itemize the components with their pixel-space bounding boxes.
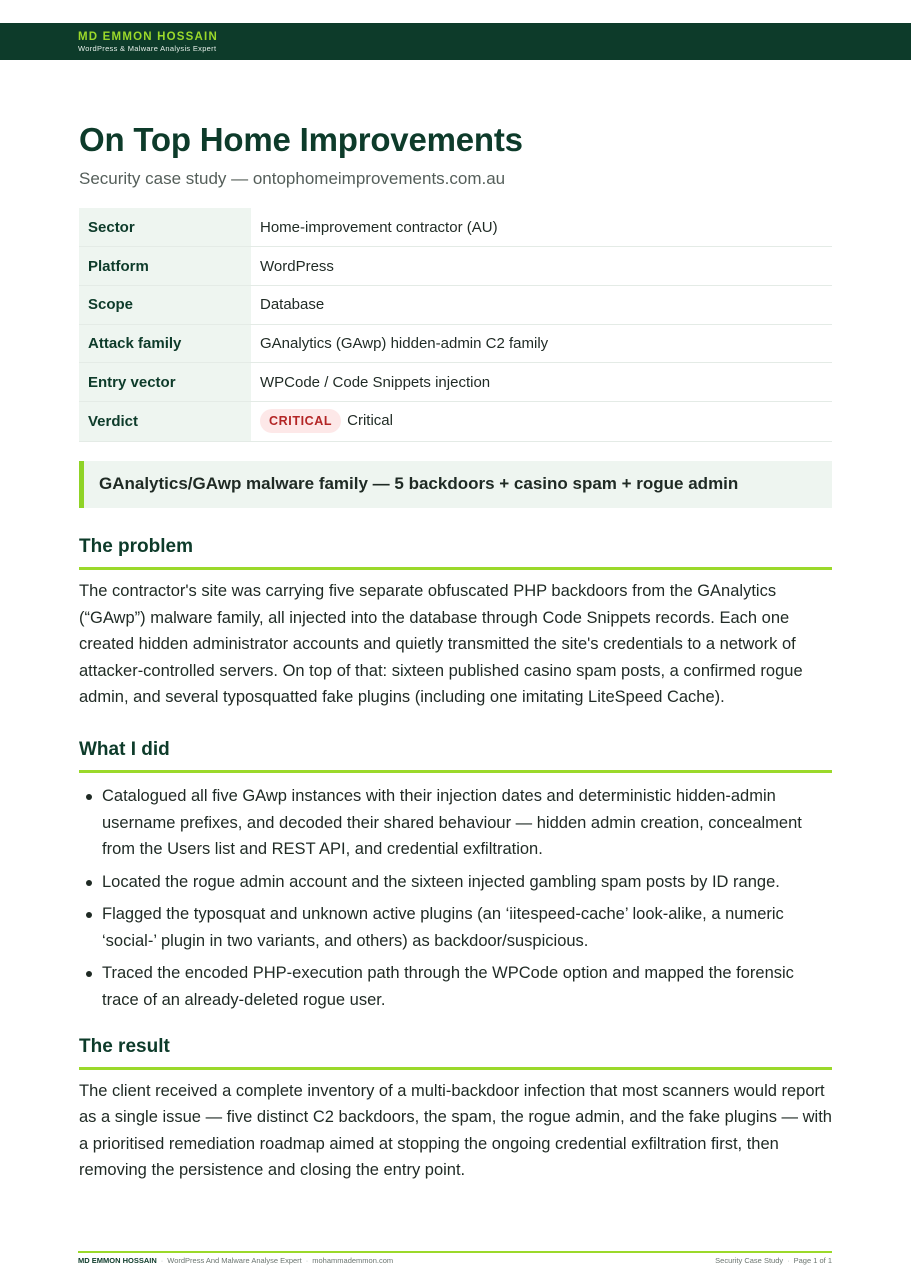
footer-tagline: WordPress And Malware Analyse Expert	[167, 1256, 302, 1265]
footer-doc-type: Security Case Study	[715, 1256, 784, 1265]
meta-key: Scope	[79, 285, 251, 324]
page-title: On Top Home Improvements	[79, 121, 523, 158]
verdict-value: Critical	[347, 412, 393, 430]
list-item: Catalogued all five GAwp instances with their injection dates and deterministic hidden-admin username prefixes, and decoded their shared behaviour — hidden admin creation, concealment from the Users list and REST API, and credential exfiltration.	[79, 783, 832, 863]
brand-tagline: WordPress & Malware Analysis Expert	[78, 44, 217, 53]
list-item: Traced the encoded PHP-execution path through the WPCode option and mapped the forensic trace of an already-deleted rogue user.	[79, 960, 832, 1013]
meta-key: Sector	[79, 208, 251, 247]
meta-key: Platform	[79, 247, 251, 286]
list-item: Flagged the typosquat and unknown active plugins (an ‘iitespeed-cache’ look-alike, a numeric ‘social-’ plugin in two variants, and others) as backdoor/suspicious.	[79, 901, 832, 954]
footer-page-number: Page 1 of 1	[793, 1256, 832, 1265]
meta-key: Verdict	[79, 401, 251, 441]
meta-value: Database	[251, 285, 832, 324]
meta-row-scope	[79, 285, 832, 324]
meta-row-entry-vector	[79, 363, 832, 402]
meta-value: WPCode / Code Snippets injection	[251, 363, 832, 402]
section-heading-result: The result	[79, 1035, 832, 1070]
meta-row-attack-family	[79, 324, 832, 363]
section-heading-what-i-did: What I did	[79, 738, 832, 773]
section-heading-problem: The problem	[79, 535, 832, 570]
meta-value	[251, 401, 832, 441]
footer-name: MD EMMON HOSSAIN	[78, 1256, 157, 1265]
footer-site: mohammademmon.com	[312, 1256, 394, 1265]
meta-value: WordPress	[251, 247, 832, 286]
list-item: Located the rogue admin account and the sixteen injected gambling spam posts by ID range.	[79, 869, 832, 896]
result-paragraph: The client received a complete inventory of a multi-backdoor infection that most scanners would report as a single issue — five distinct C2 backdoors, the spam, the rogue admin, and the fake plugins — with a prioritised remediation roadmap aimed at stopping the ongoing credential exfiltration first, then removing the persistence and closing the entry point.	[79, 1081, 832, 1180]
meta-row-platform	[79, 247, 832, 286]
main-content	[79, 118, 832, 1184]
footer-left: MD EMMON HOSSAIN · WordPress And Malware Analyse Expert · mohammademmon.com	[78, 1256, 394, 1265]
meta-value: GAnalytics (GAwp) hidden-admin C2 family	[251, 324, 832, 363]
meta-key: Attack family	[79, 324, 251, 363]
meta-table	[79, 208, 832, 442]
footer-right: Security Case Study · Page 1 of 1	[715, 1256, 832, 1265]
meta-value: Home-improvement contractor (AU)	[251, 208, 832, 247]
page-footer	[78, 1251, 832, 1266]
actions-list	[79, 783, 832, 1014]
brand	[78, 31, 218, 53]
meta-key: Entry vector	[79, 363, 251, 402]
problem-paragraph: The contractor's site was carrying five separate obfuscated PHP backdoors from the GAnalytics (“GAwp”) malware family, all injected into the database through Code Snippets records. Each one created hidden administrator accounts and quietly transmitted the site's credentials to a network of attacker-controlled servers. On top of that: sixteen published casino spam posts, a confirmed rogue admin, and several typosquatted fake plugins (including one imitating LiteSpeed Cache).	[79, 581, 803, 707]
severity-badge: CRITICAL	[260, 409, 341, 433]
summary-callout: GAnalytics/GAwp malware family — 5 backdoors + casino spam + rogue admin	[79, 461, 832, 508]
meta-row-sector	[79, 208, 832, 247]
page-subtitle: Security case study — ontophomeimprovements.com.au	[79, 169, 506, 188]
header-bar	[0, 23, 911, 60]
brand-name: MD EMMON HOSSAIN	[78, 31, 218, 43]
meta-row-verdict	[79, 401, 832, 441]
